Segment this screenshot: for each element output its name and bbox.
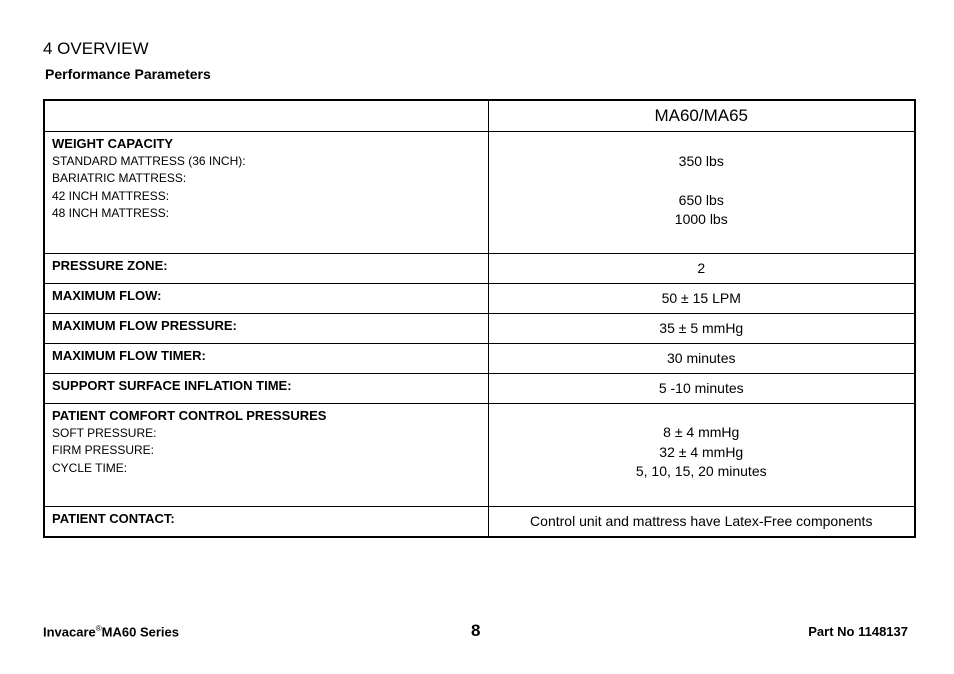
row-heading: SUPPORT SURFACE INFLATION TIME: — [52, 378, 292, 393]
row-sublabel: STANDARD MATTRESS (36 INCH): — [52, 153, 246, 168]
row-value-cell — [488, 314, 915, 344]
footer-brand-series — [43, 624, 179, 639]
row-value: 1000 lbs — [674, 211, 728, 227]
row-sublabel: 42 INCH MATTRESS: — [52, 188, 170, 203]
registered-mark: ® — [95, 624, 102, 633]
row-sublabel: SOFT PRESSURE: — [52, 425, 157, 440]
row-value: 5, 10, 15, 20 minutes — [635, 463, 767, 479]
row-sublabel: CYCLE TIME: — [52, 460, 128, 475]
page-subtitle: Performance Parameters — [45, 66, 211, 82]
performance-parameters-table — [43, 99, 916, 538]
table-row — [44, 344, 915, 374]
row-value: 8 ± 4 mmHg — [663, 424, 740, 440]
table-row — [44, 284, 915, 314]
row-heading: MAXIMUM FLOW TIMER: — [52, 348, 206, 363]
table-row — [44, 314, 915, 344]
row-heading: WEIGHT CAPACITY — [52, 136, 174, 151]
brand-name: Invacare — [43, 624, 96, 640]
row-heading: MAXIMUM FLOW: — [52, 288, 162, 303]
row-sublabel: FIRM PRESSURE: — [52, 443, 155, 457]
row-value: 350 lbs — [678, 153, 724, 169]
row-label-cell — [44, 254, 488, 284]
model-header: MA60/MA65 — [488, 100, 915, 132]
row-heading: MAXIMUM FLOW PRESSURE: — [52, 318, 237, 333]
table-row — [44, 132, 915, 254]
table-header-empty-cell — [44, 100, 488, 132]
row-value-cell — [488, 132, 915, 254]
row-value: 5 -10 minutes — [658, 379, 744, 396]
row-label-cell — [44, 374, 488, 404]
table-row — [44, 404, 915, 507]
row-label-cell — [44, 507, 488, 538]
row-heading: PATIENT COMFORT CONTROL PRESSURES — [52, 408, 327, 423]
row-sublabel: BARIATRIC MATTRESS: — [52, 171, 187, 185]
section-title: 4 OVERVIEW — [43, 39, 149, 58]
table-row — [44, 254, 915, 284]
row-value-cell — [488, 254, 915, 284]
row-label-cell — [44, 132, 488, 254]
row-value: 650 lbs — [678, 191, 724, 208]
row-label-cell — [44, 404, 488, 507]
row-sublabel: 48 INCH MATTRESS: — [52, 206, 170, 220]
row-value: 2 — [697, 259, 706, 276]
row-value: Control unit and mattress have Latex-Free components — [530, 512, 873, 529]
table-row — [44, 374, 915, 404]
row-value-cell — [488, 344, 915, 374]
page-number: 8 — [471, 621, 481, 640]
part-number: Part No 1148137 — [808, 624, 908, 639]
row-value: 32 ± 4 mmHg — [659, 443, 744, 460]
row-value: 35 ± 5 mmHg — [659, 319, 744, 336]
row-label-cell — [44, 344, 488, 374]
row-value-cell — [488, 374, 915, 404]
row-value-cell — [488, 404, 915, 507]
row-heading: PRESSURE ZONE: — [52, 258, 168, 273]
row-value-cell — [488, 507, 915, 538]
table-row — [44, 507, 915, 538]
row-label-cell — [44, 284, 488, 314]
table-header-row — [44, 100, 915, 132]
row-value: 30 minutes — [667, 349, 736, 366]
series-name: MA60 Series — [101, 624, 179, 640]
row-label-cell — [44, 314, 488, 344]
row-value: 50 ± 15 LPM — [661, 289, 741, 306]
row-value-cell — [488, 284, 915, 314]
row-heading: PATIENT CONTACT: — [52, 511, 175, 526]
